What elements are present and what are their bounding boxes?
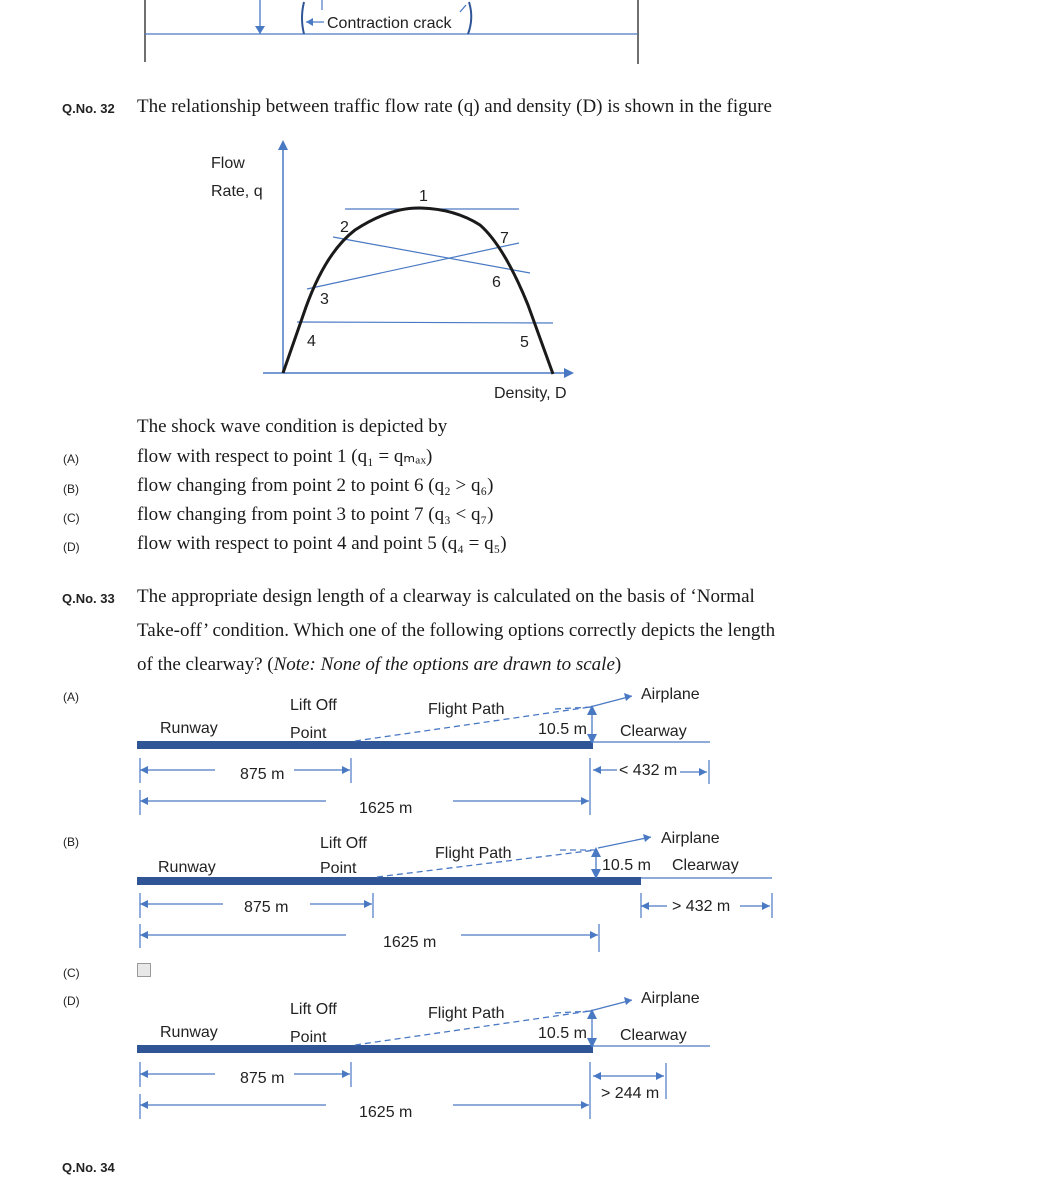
lift-off-label-2: Point [320, 860, 357, 877]
point-2-label: 2 [340, 219, 349, 236]
lift-off-label-2: Point [290, 1029, 327, 1046]
q33-stem-line3-start: of the clearway? ( [137, 654, 274, 675]
q33-stem-note: Note: None of the options are drawn to scale [273, 654, 615, 675]
dim-875-label: 875 m [240, 1070, 285, 1087]
clearway-length-label: < 432 m [619, 762, 678, 779]
q32-option-b-text[interactable]: flow changing from point 2 to point 6 (q₂ > q₆) [137, 475, 494, 496]
q33-option-a-label[interactable]: (A) [63, 690, 79, 704]
clearway-dim-arrow-left [593, 1072, 601, 1080]
q32-number: Q.No. 32 [62, 101, 115, 116]
q32-option-c-text[interactable]: flow changing from point 3 to point 7 (q₃ < q₇) [137, 504, 494, 525]
q32-option-d-text[interactable]: flow with respect to point 4 and point 5 (q₄ = q₅) [137, 533, 507, 554]
dim-1625-label: 1625 m [359, 800, 413, 817]
airplane-label: Airplane [641, 990, 700, 1007]
q33-option-c-label[interactable]: (C) [63, 966, 80, 980]
lift-off-label-1: Lift Off [290, 697, 337, 714]
runway-label: Runway [160, 1024, 218, 1041]
airplane-arrow-head [624, 997, 632, 1005]
clearway-label: Clearway [620, 723, 687, 740]
point-3-label: 3 [320, 291, 329, 308]
airplane-label: Airplane [641, 686, 700, 703]
q33-stem-line1: The appropriate design length of a clearway is calculated on the basis of ‘Normal [137, 586, 755, 607]
lift-off-label-1: Lift Off [290, 1001, 337, 1018]
q32-option-d-label[interactable]: (D) [63, 540, 80, 554]
q32-option-c-label[interactable]: (C) [63, 511, 80, 525]
point-5-label: 5 [520, 334, 529, 351]
y-axis-label-line1: Flow [211, 155, 245, 172]
point-7-label: 7 [500, 230, 509, 247]
height-label: 10.5 m [538, 1025, 587, 1042]
q33-stem-line2: Take-off’ condition. Which one of the following options correctly depicts the length [137, 620, 776, 641]
flight-path-label: Flight Path [428, 1005, 505, 1022]
dim-1625-arrow-left [140, 1101, 148, 1109]
q32-stem: The relationship between traffic flow rate (q) and density (D) is shown in the figure [137, 96, 772, 117]
contraction-crack-label: Contraction crack [327, 15, 452, 32]
airplane-label: Airplane [661, 830, 720, 847]
flight-path-label: Flight Path [435, 845, 512, 862]
dim-875-arrow-left [140, 1070, 148, 1078]
runway-label: Runway [158, 859, 216, 876]
height-label: 10.5 m [538, 721, 587, 738]
q32-prompt: The shock wave condition is depicted by [137, 416, 448, 437]
point-1-label: 1 [419, 188, 428, 205]
runway-bar [137, 1045, 593, 1053]
clearway-label: Clearway [620, 1027, 687, 1044]
lift-off-label-1: Lift Off [320, 835, 367, 852]
q33-option-d-label[interactable]: (D) [63, 994, 80, 1008]
dim-1625-label: 1625 m [383, 934, 437, 951]
dim-875-arrow-right [342, 1070, 350, 1078]
dim-1625-arrow-right [581, 1101, 589, 1109]
dim-1625-label: 1625 m [359, 1104, 413, 1121]
q32-option-b-label[interactable]: (B) [63, 482, 79, 496]
dim-875-label: 875 m [240, 766, 285, 783]
y-axis-label-line2: Rate, q [211, 183, 263, 200]
flight-path-label: Flight Path [428, 701, 505, 718]
q33-number: Q.No. 33 [62, 591, 115, 606]
lift-off-label-2: Point [290, 725, 327, 742]
q32-option-a-label[interactable]: (A) [63, 452, 79, 466]
runway-label: Runway [160, 720, 218, 737]
clearway-length-label: > 432 m [672, 898, 731, 915]
clearway-label: Clearway [672, 857, 739, 874]
q33-stem-end: ) [614, 654, 622, 675]
q33-option-b-label[interactable]: (B) [63, 835, 79, 849]
q34-number: Q.No. 34 [62, 1160, 115, 1175]
clearway-dim-arrow-right [656, 1072, 664, 1080]
x-axis-label: Density, D [494, 385, 567, 402]
clearway-length-label: > 244 m [601, 1085, 660, 1102]
point-4-label: 4 [307, 333, 316, 350]
q32-option-a-text[interactable]: flow with respect to point 1 (q₁ = qₘₐₓ) [137, 446, 433, 467]
dim-875-label: 875 m [244, 899, 289, 916]
point-6-label: 6 [492, 274, 501, 291]
height-arrow-up [587, 1009, 597, 1019]
height-label: 10.5 m [602, 857, 651, 874]
